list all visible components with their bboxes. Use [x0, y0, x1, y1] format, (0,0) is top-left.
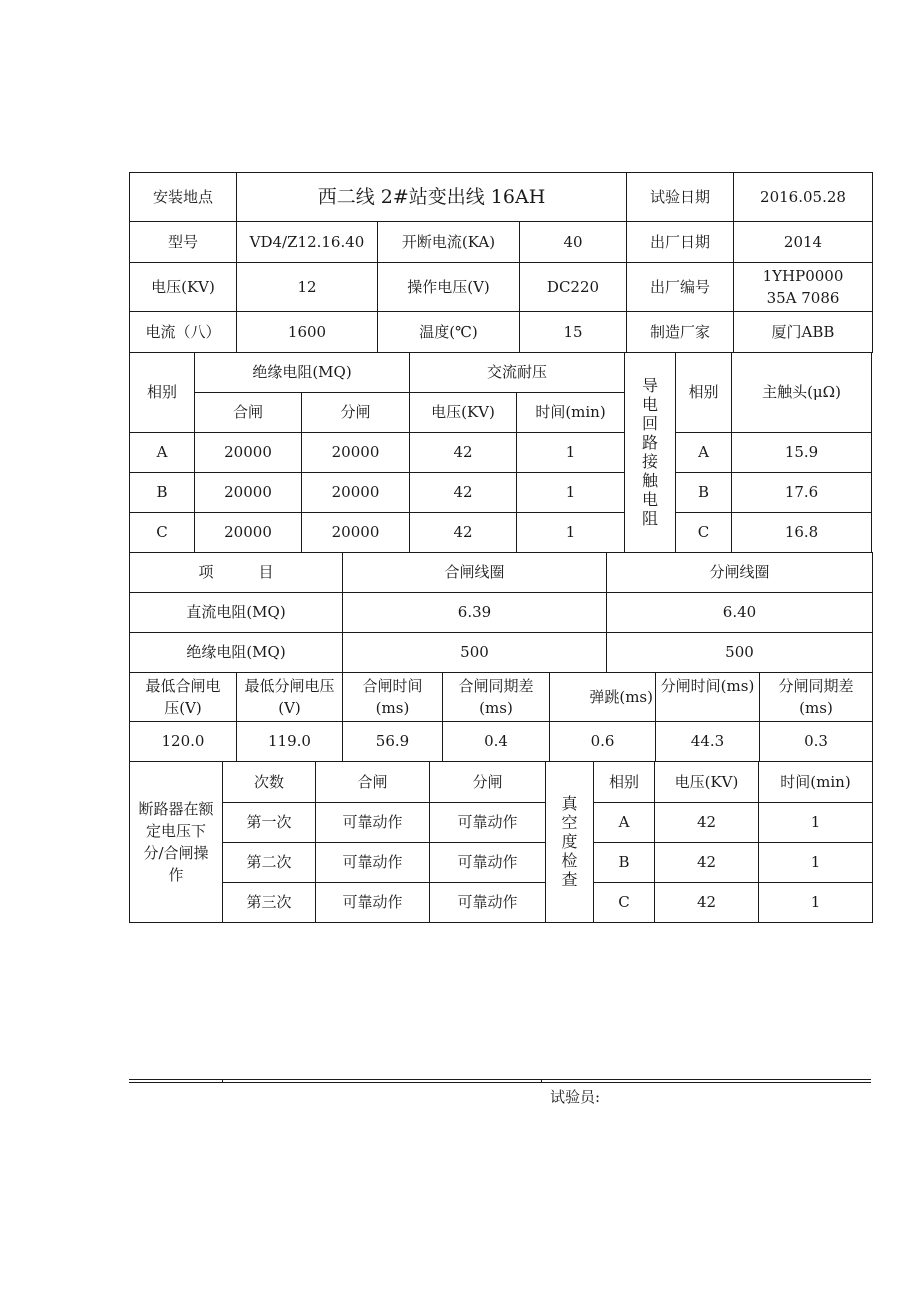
- min-open-voltage-header: 最低分闸电压(V): [237, 673, 343, 722]
- install-location-label: 安装地点: [130, 173, 237, 222]
- manufacturer-value: 厦门ABB: [734, 312, 873, 353]
- dc-resistance-label: 直流电阻(MQ): [130, 593, 343, 633]
- phase-header: 相别: [130, 353, 195, 433]
- serial-label: 出厂编号: [627, 263, 734, 312]
- vacuum-voltage-header: 电压(KV): [655, 762, 759, 803]
- phase-cell: C: [130, 513, 195, 553]
- open-result-cell: 可靠动作: [430, 803, 546, 843]
- open-header: 分闸: [302, 393, 410, 433]
- close-time-value: 56.9: [343, 722, 443, 762]
- count-cell: 第一次: [223, 803, 316, 843]
- info-table: [129, 172, 873, 353]
- operation-open-header: 分闸: [430, 762, 546, 803]
- voltage-cell: 42: [410, 473, 517, 513]
- table-row: [130, 883, 873, 923]
- ins-closing-value: 500: [343, 633, 607, 673]
- vacuum-phase-cell: A: [594, 803, 655, 843]
- contact-value-cell: 15.9: [732, 433, 872, 473]
- vacuum-time-cell: 1: [759, 843, 873, 883]
- min-close-voltage-value: 120.0: [130, 722, 237, 762]
- test-date-label: 试验日期: [627, 173, 734, 222]
- voltage-cell: 42: [410, 433, 517, 473]
- closed-cell: 20000: [195, 513, 302, 553]
- breaking-current-label: 开断电流(KA): [378, 222, 520, 263]
- table-row: [130, 843, 873, 883]
- open-cell: 20000: [302, 433, 410, 473]
- coil-insulation-label: 绝缘电阻(MQ): [130, 633, 343, 673]
- open-sync-value: 0.3: [760, 722, 873, 762]
- manufacturer-label: 制造厂家: [627, 312, 734, 353]
- open-cell: 20000: [302, 513, 410, 553]
- contact-phase-cell: C: [676, 513, 732, 553]
- model-label: 型号: [130, 222, 237, 263]
- footer-rule-tick: [222, 1079, 223, 1083]
- dc-closing-value: 6.39: [343, 593, 607, 633]
- min-close-voltage-header: 最低合闸电压(V): [130, 673, 237, 722]
- count-cell: 第三次: [223, 883, 316, 923]
- operation-close-header: 合闸: [316, 762, 430, 803]
- time-cell: 1: [517, 473, 625, 513]
- vacuum-title: 真空度检查: [546, 762, 594, 923]
- contact-value-cell: 17.6: [732, 473, 872, 513]
- table-row: [130, 433, 872, 473]
- time-cell: 1: [517, 433, 625, 473]
- factory-date-label: 出厂日期: [627, 222, 734, 263]
- closing-coil-header: 合闸线圈: [343, 553, 607, 593]
- vacuum-voltage-cell: 42: [655, 843, 759, 883]
- closed-cell: 20000: [195, 473, 302, 513]
- open-sync-header: 分闸同期差(ms): [760, 673, 873, 722]
- current-label: 电流（八）: [130, 312, 237, 353]
- closed-header: 合闸: [195, 393, 302, 433]
- open-cell: 20000: [302, 473, 410, 513]
- phase-cell: B: [130, 473, 195, 513]
- voltage-cell: 42: [410, 513, 517, 553]
- closed-cell: 20000: [195, 433, 302, 473]
- close-result-cell: 可靠动作: [316, 883, 430, 923]
- insulation-resistance-header: 绝缘电阻(MQ): [195, 353, 410, 393]
- ac-withstand-header: 交流耐压: [410, 353, 625, 393]
- opening-coil-header: 分闸线圈: [607, 553, 873, 593]
- coil-table: [129, 552, 873, 673]
- min-open-voltage-value: 119.0: [237, 722, 343, 762]
- contact-value-cell: 16.8: [732, 513, 872, 553]
- vacuum-time-header: 时间(min): [759, 762, 873, 803]
- item-header: 项 目: [130, 553, 343, 593]
- vacuum-time-cell: 1: [759, 803, 873, 843]
- timing-table: [129, 672, 873, 762]
- vacuum-voltage-cell: 42: [655, 883, 759, 923]
- time-cell: 1: [517, 513, 625, 553]
- operation-title: 断路器在额定电压下分/合闸操作: [130, 762, 223, 923]
- ins-opening-value: 500: [607, 633, 873, 673]
- temperature-label: 温度(℃): [378, 312, 520, 353]
- close-time-header: 合闸时间(ms): [343, 673, 443, 722]
- table-row: [130, 473, 872, 513]
- close-result-cell: 可靠动作: [316, 843, 430, 883]
- main-contact-header: 主触头(μΩ): [732, 353, 872, 433]
- install-location-value: 西二线 2#站变出线 16AH: [237, 173, 627, 222]
- footer-rule-tick: [541, 1079, 542, 1083]
- breaking-current-value: 40: [520, 222, 627, 263]
- vacuum-phase-cell: B: [594, 843, 655, 883]
- open-time-value: 44.3: [656, 722, 760, 762]
- model-value: VD4/Z12.16.40: [237, 222, 378, 263]
- close-sync-header: 合闸同期差(ms): [443, 673, 550, 722]
- count-cell: 第二次: [223, 843, 316, 883]
- contact-phase-header: 相别: [676, 353, 732, 433]
- vacuum-time-cell: 1: [759, 883, 873, 923]
- factory-date-value: 2014: [734, 222, 873, 263]
- bounce-value: 0.6: [550, 722, 656, 762]
- open-result-cell: 可靠动作: [430, 883, 546, 923]
- close-result-cell: 可靠动作: [316, 803, 430, 843]
- operation-table: [129, 761, 873, 923]
- test-date-value: 2016.05.28: [734, 173, 873, 222]
- close-sync-value: 0.4: [443, 722, 550, 762]
- temperature-value: 15: [520, 312, 627, 353]
- voltage-label: 电压(KV): [130, 263, 237, 312]
- voltage-value: 12: [237, 263, 378, 312]
- count-header: 次数: [223, 762, 316, 803]
- dc-opening-value: 6.40: [607, 593, 873, 633]
- tester-label: 试验员:: [550, 1088, 601, 1106]
- vacuum-voltage-cell: 42: [655, 803, 759, 843]
- voltage-header: 电压(KV): [410, 393, 517, 433]
- bounce-header: 弹跳(ms): [550, 673, 656, 722]
- table-row: [130, 513, 872, 553]
- vacuum-phase-cell: C: [594, 883, 655, 923]
- current-value: 1600: [237, 312, 378, 353]
- table-row: [130, 803, 873, 843]
- open-time-header: 分闸时间(ms): [656, 673, 760, 722]
- serial-value: 1YHP000035A 7086: [734, 263, 873, 312]
- operating-voltage-label: 操作电压(V): [378, 263, 520, 312]
- phase-cell: A: [130, 433, 195, 473]
- time-header: 时间(min): [517, 393, 625, 433]
- contact-phase-cell: B: [676, 473, 732, 513]
- operating-voltage-value: DC220: [520, 263, 627, 312]
- vacuum-phase-header: 相别: [594, 762, 655, 803]
- open-result-cell: 可靠动作: [430, 843, 546, 883]
- contact-resistance-title: 导电回路接触电阻: [625, 353, 676, 553]
- insulation-table: [129, 352, 872, 553]
- footer-rule: [129, 1079, 871, 1083]
- contact-phase-cell: A: [676, 433, 732, 473]
